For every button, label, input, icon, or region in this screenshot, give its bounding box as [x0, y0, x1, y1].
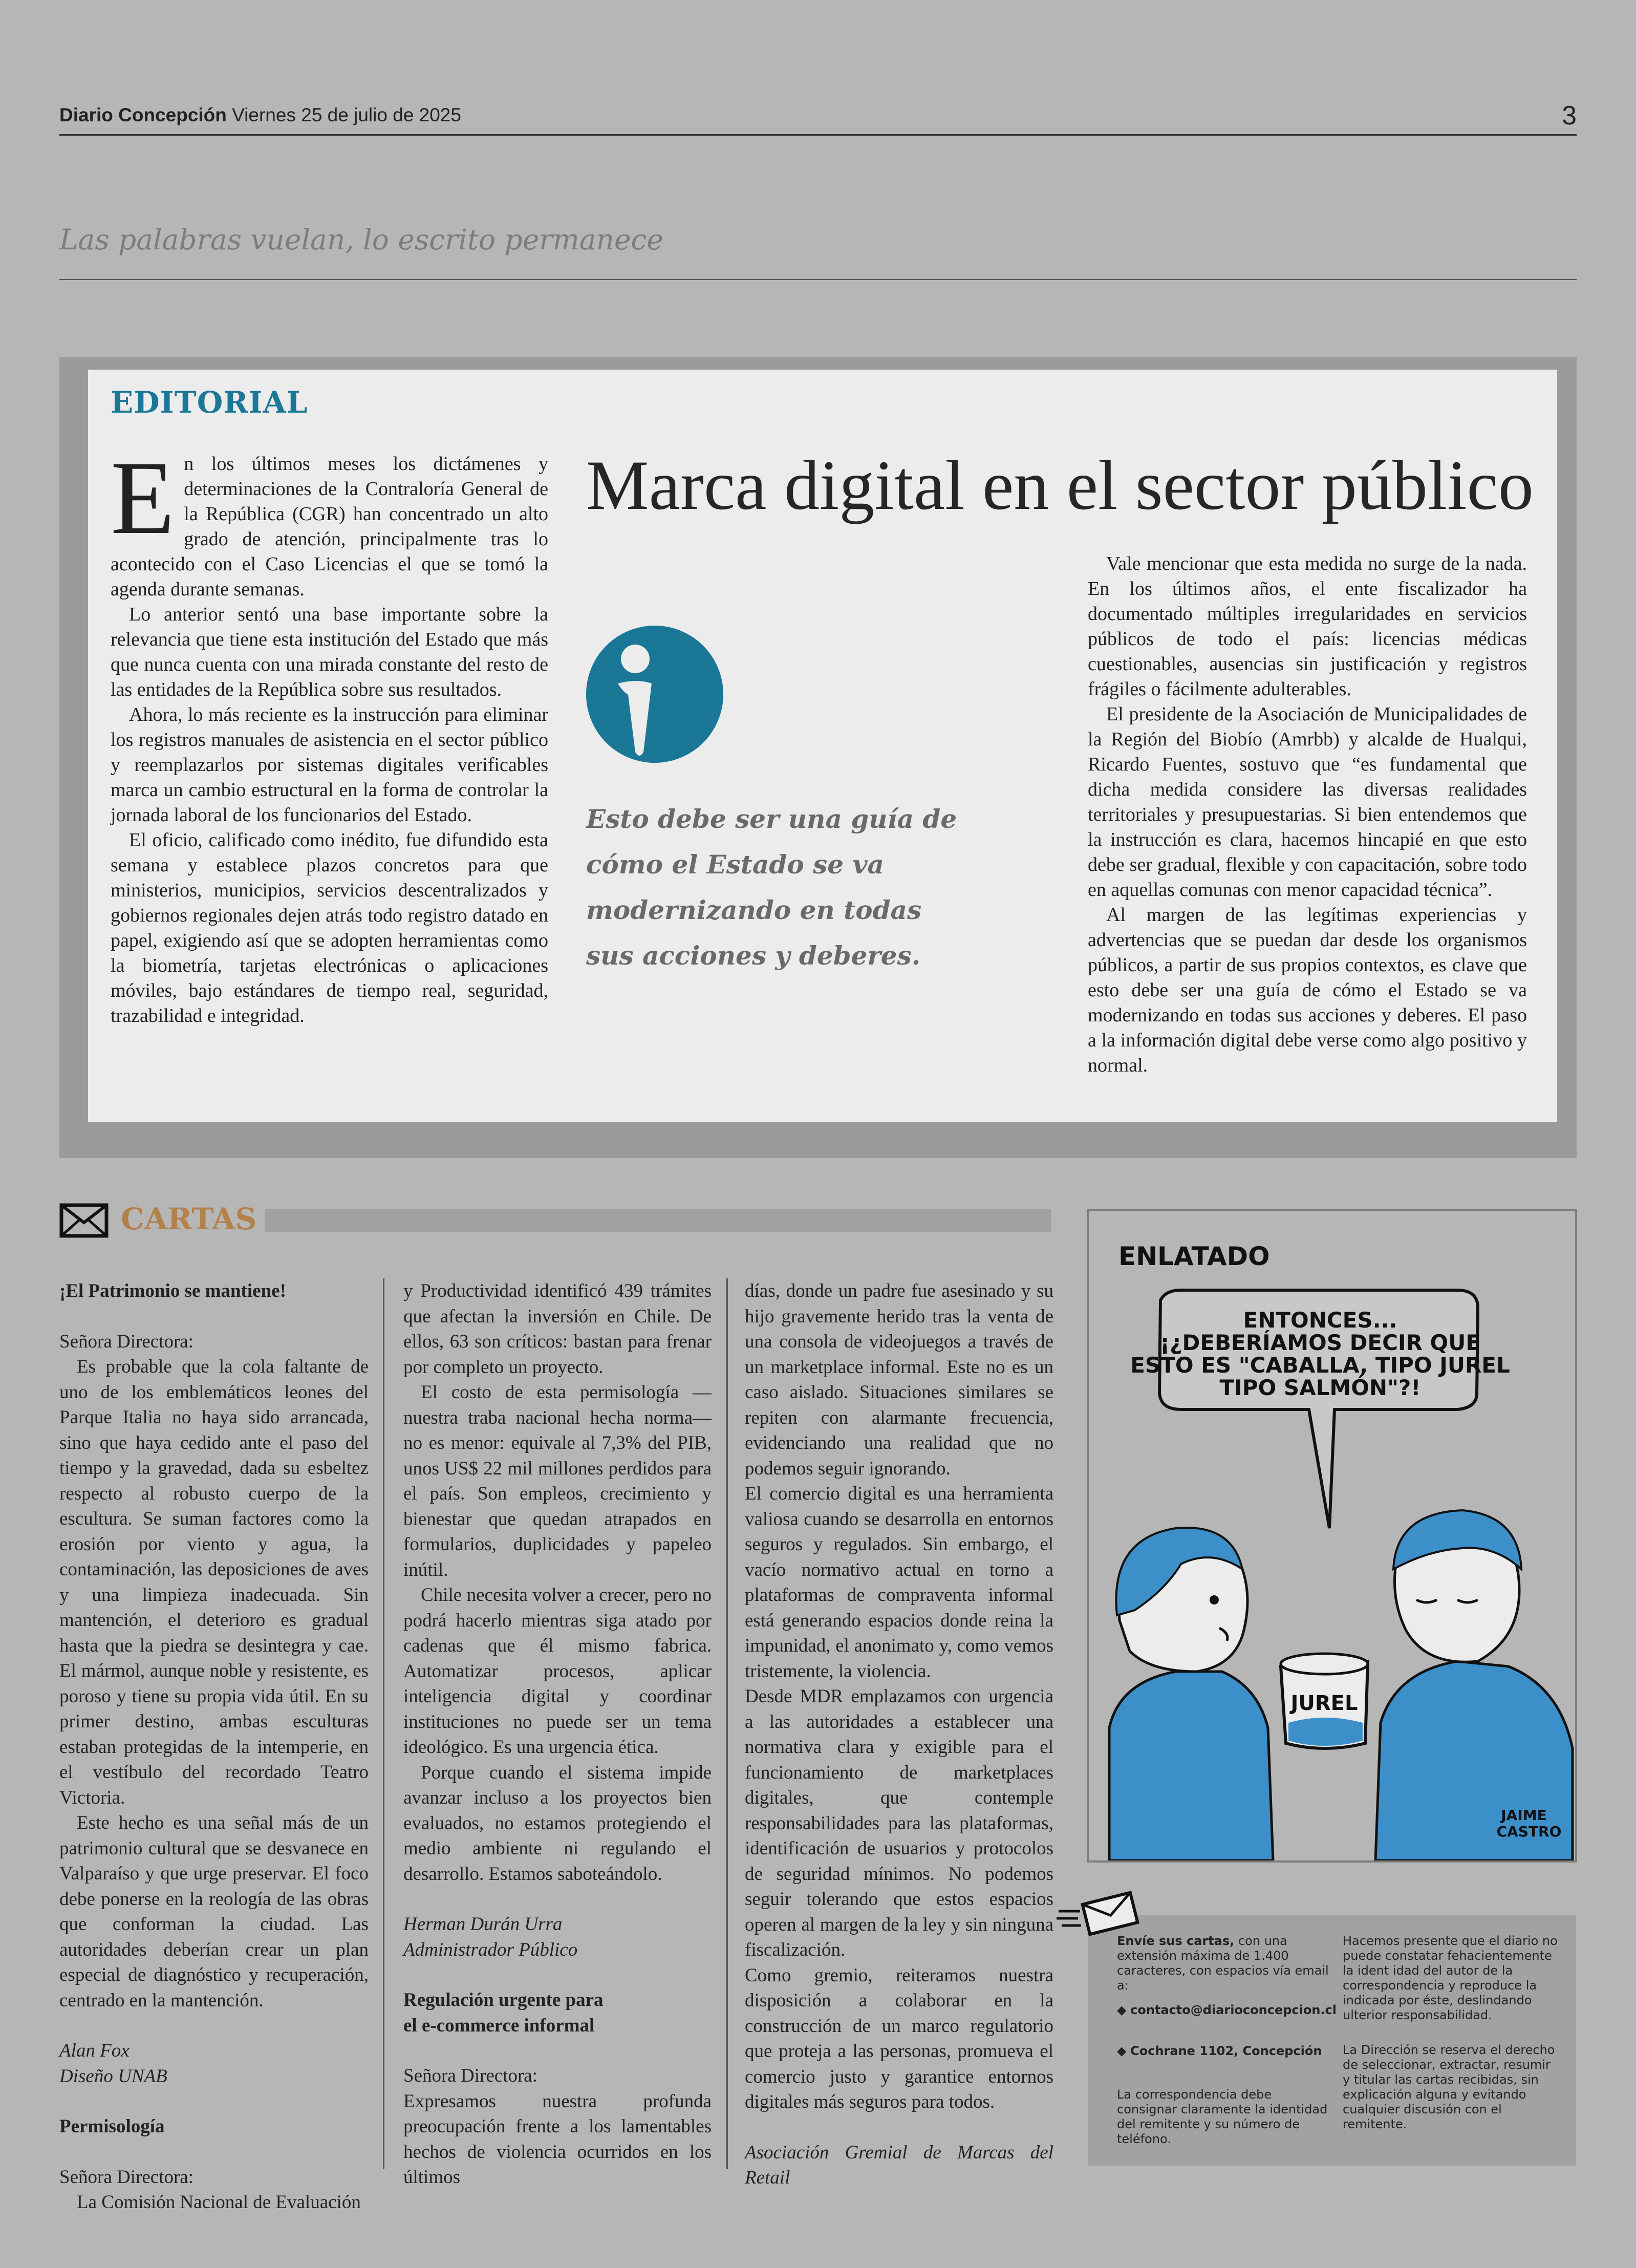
- column-separator: [726, 1278, 728, 2169]
- letter-signature-name: Alan Fox: [59, 2040, 130, 2061]
- editorial-column-3: [1088, 551, 1527, 1078]
- letter-title: el e-commerce informal: [403, 2015, 595, 2036]
- editorial-paragraph: Al margen de las legítimas experiencias y advertencias que se puedan dar desde los organismos públicos, a partir de sus propios contextos, es clave que esto debe ser una guía de cómo el Estado se va modernizando en todas sus acciones y deberes. El paso a la información digital debe verse como algo positivo y normal.: [1088, 904, 1527, 1076]
- motto-rule: [59, 279, 1577, 280]
- letter-paragraph: Es probable que la cola faltante de uno de los emblemáticos leones del Parque Italia no haya sido arrancada, sino que haya cedido ante el paso del tiempo y la gravedad, dada su esbeltez respecto al robusto cuerpo de la escultura. Se suman factores como la erosión por viento y agua, la contaminación, las deposiciones de aves y una limpieza inadecuada. Sin mantención, el deterioro es gradual hasta que la piedra se desintegra y cae. El mármol, aunque noble y resistente, es poroso y tiene su propia vida útil. En su primer destino, ambas esculturas estaban protegidas de la intemperie, en el vestíbulo del recordado Teatro Victoria.: [59, 1356, 369, 1808]
- page-number: 3: [1562, 101, 1577, 131]
- letter-paragraph: Desde MDR emplazamos con urgencia a las autoridades a establecer una normativa clara y exigible para el funcionamiento de marketplaces digitales, que contemple responsabilidades para las plataformas, identificación de usuarios y protocolos de seguridad mínimos. No podemos seguir tolerando que estos espacios operen al margen de la ley y sin ninguna fiscalización.: [745, 1686, 1053, 1960]
- info-identity-note: La correspondencia debe consignar claramente la identidad del remitente y su número de teléfono.: [1117, 2087, 1328, 2146]
- header-rule: [59, 134, 1577, 136]
- can-label: JUREL: [1290, 1692, 1358, 1715]
- letter-salutation: Señora Directora:: [59, 2166, 193, 2188]
- letter-paragraph: y Productividad identificó 439 trámites que afectan la inversión en Chile. De ellos, 63 son críticos: bastan para frenar por completo un proyecto.: [403, 1280, 712, 1378]
- info-icon: [586, 623, 723, 765]
- column-separator: [383, 1278, 384, 2169]
- cartas-bar: [265, 1209, 1051, 1232]
- letter-paragraph: El costo de esta permisología —nuestra traba nacional hecha norma— no es menor: equivale al 7,3% del PIB, unos US$ 22 mil millones perdidos para el país. Son empleos, crecimiento y bienestar que quedan atrapados en formularios, duplicidades y papeleo inútil.: [403, 1382, 712, 1580]
- letter-paragraph: Expresamos nuestra profunda preocupación frente a los lamentables hechos de violencia ocurridos en los últimos: [403, 2090, 712, 2188]
- letter-paragraph: El comercio digital es una herramienta valiosa cuando se desarrolla en entornos seguros y regulados. Sin embargo, el vacío normativo actual en torno a plataformas de compraventa informal está generando espacios donde reina la impunidad, el anonimato y, como vemos tristemente, la violencia.: [745, 1483, 1053, 1682]
- letter-signature-role: Diseño UNAB: [59, 2065, 167, 2087]
- letter-title: Permisología: [59, 2116, 165, 2137]
- editorial-paragraph: Ahora, lo más reciente es la instrucción para eliminar los registros manuales de asistencia en el sector público y reemplazarlos por sistemas digitales verificables marca un cambio estructural en la forma de controlar la jornada laboral de los funcionarios del Estado.: [111, 704, 548, 826]
- diamond-bullet-icon: ◆: [1117, 2003, 1127, 2017]
- letter-salutation: Señora Directora:: [59, 1331, 193, 1352]
- drop-cap: E: [111, 440, 175, 556]
- letter-salutation: Señora Directora:: [403, 2065, 537, 2086]
- letter-paragraph: Como gremio, reiteramos nuestra disposición a colaborar en la construcción de un marco regulatorio que proteja a las personas, promueva el comercio justo y garantice entornos digitales más seguros para todos.: [745, 1964, 1053, 2112]
- letter-paragraph: Chile necesita volver a crecer, pero no podrá hacerlo mientras siga atado por cadenas que él mismo fabrica. Automatizar procesos, aplicar inteligencia digital y coordinar instituciones no puede ser un tema ideológico. Es una urgencia ética.: [403, 1585, 712, 1758]
- letter-paragraph: Este hecho es una señal más de un patrimonio cultural que se desvanece en Valparaíso y que urge preservar. El foco debe ponerse en la reología de las obras que conforman la ciudad. Las autoridades deberían crear un plan especial de diagnóstico y recuperación, centrado en la mantención.: [59, 1812, 369, 2011]
- editorial-column-1: [111, 440, 548, 1029]
- cartoon-illustration: [1089, 1211, 1575, 1860]
- letter-paragraph: Porque cuando el sistema impide avanzar incluso a los proyectos bien evaluados, no estamos protegiendo el medio ambiente ni regulando el desarrollo. Estamos saboteándolo.: [403, 1762, 712, 1885]
- editorial-paragraph: Vale mencionar que esta medida no surge de la nada. En los últimos años, el ente fiscalizador ha documentado múltiples irregularidades en servicios públicos de todo el país: licencias médicas cuestionables, ausencias sin justificación y registros frágiles o fácilmente adulterables.: [1088, 553, 1527, 700]
- issue-date: Viernes 25 de julio de 2025: [232, 104, 461, 125]
- letter-title: Regulación urgente para: [403, 1989, 604, 2010]
- letter-signature-role: Administrador Público: [403, 1939, 578, 1960]
- bubble-line: TIPO SALMÓN"?!: [1219, 1375, 1421, 1400]
- editorial-paragraph: n los últimos meses los dictámenes y determinaciones de la Contraloría General de la República (CGR) han concentrado un alto grado de atención, principalmente tras lo acontecido con el Caso Licencias el que se tomó la agenda durante semanas.: [111, 453, 548, 600]
- artist-signature: JAIME: [1501, 1807, 1547, 1824]
- cartas-label: CARTAS: [121, 1202, 257, 1236]
- bubble-line: ENTONCES...: [1243, 1308, 1397, 1333]
- editorial-paragraph: El oficio, calificado como inédito, fue difundido esta semana y establece plazos concretos para que ministerios, municipios, servicios descentralizados y gobiernos regionales dejen atrás todo registro datado en papel, exigiendo así que se adopten herramientas como la biometría, tarjetas electrónicas o aplicaciones móviles, bajo estándares de tiempo real, seguridad, trazabilidad e integridad.: [111, 829, 548, 1026]
- info-disclaimer-2: La Dirección se reserva el derecho de seleccionar, extractar, resumir y titular las cartas recibidas, sin explicación alguna y evitando cualquier discusión con el remitente.: [1343, 2043, 1555, 2131]
- letters-column-2: [403, 1278, 712, 2190]
- cartoon-label: ENLATADO: [1118, 1242, 1270, 1271]
- letter-paragraph: días, donde un padre fue asesinado y su hijo gravemente herido tras la venta de una consola de videojuegos a través de un marketplace informal. Este no es un caso aislado. Situaciones similares se repiten con alarmante frecuencia, evidenciando una realidad que no podemos seguir ignorando.: [745, 1280, 1053, 1479]
- letter-title: ¡El Patrimonio se mantiene!: [59, 1280, 286, 1301]
- info-email-row: [1117, 2003, 1337, 2018]
- editorial-paragraph: El presidente de la Asociación de Municipalidades de la Región del Biobío (Amrbb) y alcalde de Hualqui, Ricardo Fuentes, sostuvo que “es fundamental que dicha medida considere las diversas realidades territoriales y presupuestarias. Si bien entendemos que la instrucción es clara, hacemos hincapié en que esto debe ser gradual, flexible y con capacitación, sobre todo en aquellas comunas con menor capacidad técnica”.: [1088, 703, 1527, 901]
- letters-column-3: [745, 1278, 1053, 2191]
- pull-quote: Esto debe ser una guía de cómo el Estado se va modernizando en todas sus acciones y deberes.: [586, 804, 957, 971]
- editorial-label: EDITORIAL: [111, 385, 308, 420]
- diamond-bullet-icon: ◆: [1117, 2044, 1127, 2058]
- can-icon: [1281, 1654, 1368, 1748]
- letter-signature: Asociación Gremial de Marcas del Retail: [745, 2142, 1053, 2188]
- bubble-line: ¡¿DEBERÍAMOS DECIR QUE: [1159, 1330, 1481, 1355]
- info-send: Envíe sus cartas, con una extensión máxima de 1.400 caracteres, con espacios vía email a:: [1117, 1934, 1329, 1993]
- page-header: [59, 104, 461, 126]
- flying-envelope-icon: [1054, 1887, 1142, 1938]
- motto: Las palabras vuelan, lo escrito permanece: [59, 223, 663, 256]
- bubble-line: ESTO ES "CABALLA, TIPO JUREL: [1130, 1353, 1510, 1378]
- info-disclaimer-1: Hacemos presente que el diario no puede constatar fehacientemente la ident idad del autor de la correspondencia y reproduce la indicada por éste, deslindando ulterior responsabilidad.: [1343, 1934, 1558, 2022]
- editorial-headline: Marca digital en el sector público: [586, 446, 1534, 524]
- editorial-paragraph: Lo anterior sentó una base importante sobre la relevancia que tiene esta institución del Estado que más que nunca cuenta con una mirada constante del resto de las entidades de la República sobre sus resultados.: [111, 604, 548, 700]
- left-character: [1109, 1528, 1273, 1860]
- envelope-icon: [59, 1203, 109, 1238]
- info-address-row: [1117, 2044, 1337, 2059]
- letters-column-1: [59, 1278, 369, 2215]
- artist-signature: CASTRO: [1496, 1823, 1562, 1840]
- letter-signature-name: Herman Durán Urra: [403, 1914, 563, 1935]
- letter-paragraph: La Comisión Nacional de Evaluación: [77, 2192, 361, 2213]
- contact-email[interactable]: contacto@diarioconcepcion.cl: [1130, 2003, 1337, 2017]
- contact-address: Cochrane 1102, Concepción: [1130, 2044, 1322, 2058]
- paper-name: Diario Concepción: [59, 104, 227, 125]
